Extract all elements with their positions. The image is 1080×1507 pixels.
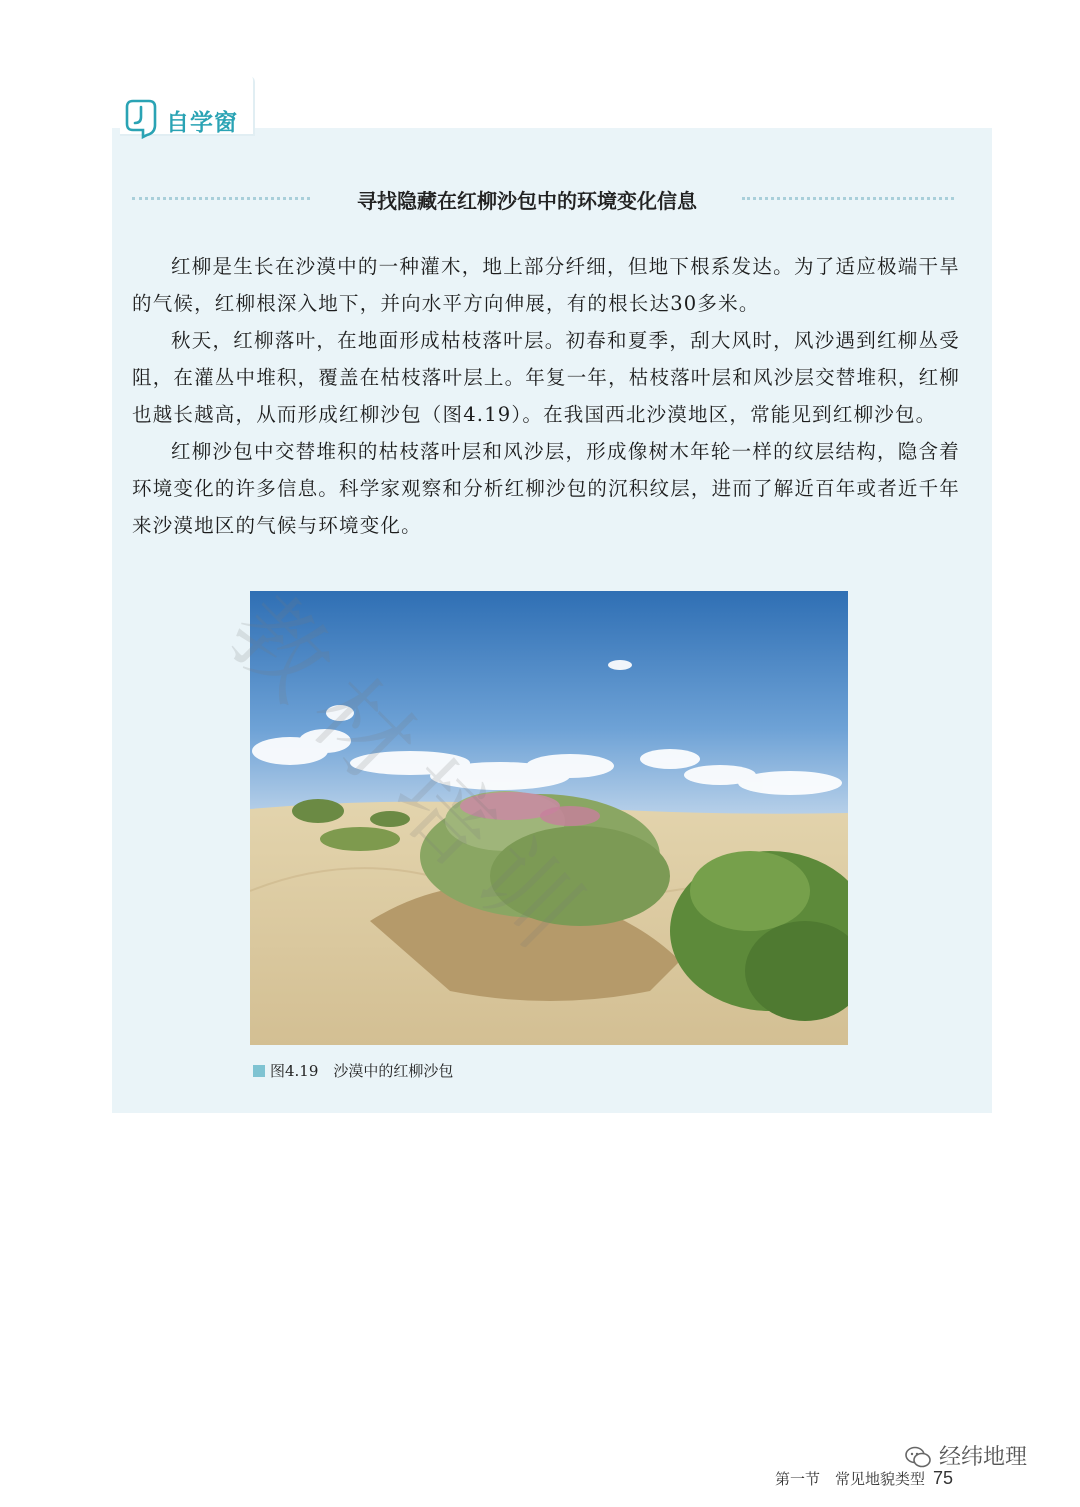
paragraph-1: 红柳是生长在沙漠中的一种灌木，地上部分纤细，但地下根系发达。为了适应极端干旱的气候，红柳根深入地下，并向水平方向伸展，有的根长达30多米。: [132, 255, 960, 315]
caption-marker: [253, 1065, 265, 1077]
title-divider-right: [742, 197, 954, 200]
footer-section: 第一节 常见地貌类型: [775, 1470, 926, 1488]
title-divider-left: [132, 197, 310, 200]
page-number: 75: [933, 1468, 954, 1488]
caption-text: 图4.19 沙漠中的红柳沙包: [270, 1062, 454, 1080]
body-text: [132, 248, 960, 544]
desert-tamarisk-photo: [250, 591, 848, 1045]
brand-name: 经纬地理: [939, 1445, 1028, 1470]
tab-label: 自学窗: [166, 110, 238, 136]
box-title: 寻找隐藏在红柳沙包中的环境变化信息: [357, 189, 697, 213]
self-study-icon: [123, 97, 159, 139]
paragraph-3: 红柳沙包中交替堆积的枯枝落叶层和风沙层，形成像树木年轮一样的纹层结构，隐含着环境变化的许多信息。科学家观察和分析红柳沙包的沉积纹层，进而了解近百年或者近千年来沙漠地区的气候与环境变化。: [132, 440, 961, 537]
brand: [905, 1440, 1027, 1471]
paragraph-2: 秋天，红柳落叶，在地面形成枯枝落叶层。初春和夏季，刮大风时，风沙遇到红柳丛受阻，在灌丛中堆积，覆盖在枯枝落叶层上。年复一年，枯枝落叶层和风沙层交替堆积，红柳也越长越高，从而形成红柳沙包（图4.19）。在我国西北沙漠地区，常能见到红柳沙包。: [132, 329, 961, 426]
page-footer: [775, 1468, 953, 1489]
wechat-icon: [905, 1446, 931, 1468]
figure-caption: [253, 1060, 453, 1081]
